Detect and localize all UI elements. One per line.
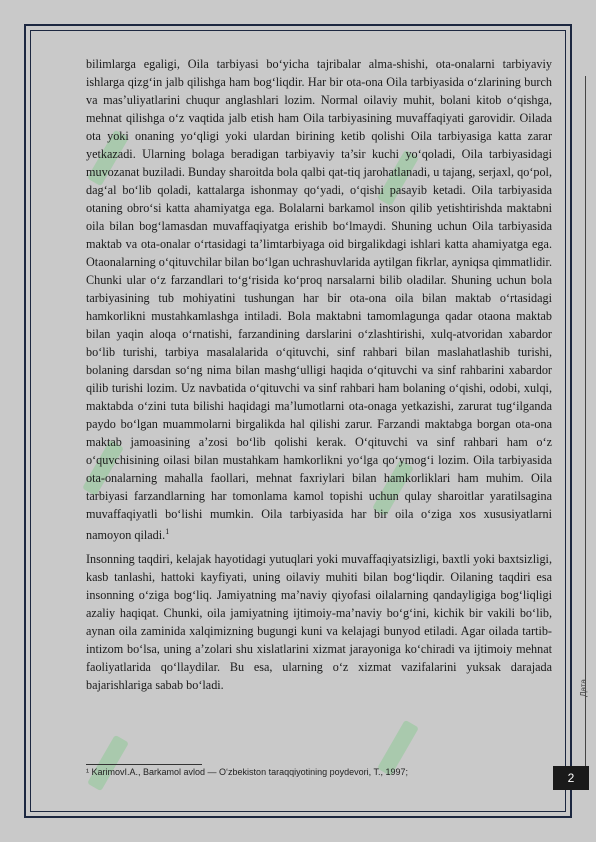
footnote-separator xyxy=(86,764,202,765)
paragraph: bilimlarga egaligi, Oila tarbiyasi bo‘yicha tajribalar alma-shishi, ota-onalarni tarbiyaviy ishlarga qizg‘in jalb qilishga ham bog‘liqdir. Har bir ota-ona Oila tarbiyasida o‘zlarining burch va mas’uliyatlarini chuqur anglashlari lozim. Normal oilaviy muhit, bolani kitob o‘qishga, mehnat qilishga o‘z vaqtida jalb etish ham Oila tarbiyasining muvaffaqiyati garovidir. Oilada ota yoki onaning yo‘qligi yoki ulardan birining ketib qolishi Oila tarbiyasiga katta zarar yetkazadi. Ularning bolaga beradigan tarbiyaviy ta’sir kuchi yo‘qoladi, Oila tarbiyasidagi muvozanat buziladi. Bunday sharoitda bola qalbi qat-tiq jarohatlanadi, u tajang, serjaxl, qo‘pol, dag‘al bo‘lib qoladi, kattalarga ishonmay qo‘yadi, o‘qishi pasayib ketadi. Oila tarbiyasida otaning obro‘si katta ahamiyatga ega. Bolalarni barkamol inson qilib yetishtirishda maktabni oila bilan bog‘lamasdan muvaffaqiyatga erishib bo‘lmaydi. Shuning uchun Oila tarbiyasida maktab va ota-onalar o‘rtasidagi ta’limtarbiyaga oid birgalikdagi ishlari katta ahamiyatga ega. Otaonalarning o‘qituvchilar bilan bo‘lgan uchrashuvlarida aytilgan fikrlar, ayniqsa qimmatlidir. Chunki ular o‘z farzandlari to‘g‘risida ko‘proq narsalarni bilib oladilar. Shuning uchun bola tarbiyasining tub mohiyatini tushungan har bir ota-ona oila bilan maktab o‘rtasidagi hamkorlikni mustahkamlashga intiladi. Bola maktabni tamomlagunga qadar otaona maktab bilan yaqin aloqa o‘rnatishi, farzandining darslarini o‘zlashtirishi, xulq-atvoridan xabardor bo‘lib turishi, tarbiya masalalarida o‘qituvchi, sinf rahbari bilan maslahatlashib turishi, bolaning darsdan so‘ng nima bilan mashg‘ulligi haqida o‘qituvchi va sinf rahbarini xabardor qilib turishi lozim. Uz navbatida o‘qituvchi va sinf rahbari ham bolaning o‘qishi, odobi, xulqi, maktabda o‘zini tuta bilishi haqidagi ma’lumotlarni ota-onaga yetkazishi, zarurat tug‘ilganda paydo bo‘lgan muammolarni birgalikda hal qilishi zarur. Farzandi maktabga borgan ota-ona maktab jamoasining a’zosi bo‘lib qolishi kerak. O‘qituvchi va sinf rahbari ham o‘z o‘quvchisining oilasi bilan mustahkam hamkorlikni yo‘lga qo‘ymog‘i lozim. Oila tarbiyasida ota-onalarning mahalla faollari, mehnat faxriylari bilan hamkorliklari ham muhim. Oila tarbiyasi farzandlarning har tomonlama kamol topishi uchun qulay sharoitlar yaratilsagina muvaffaqiyatli bo‘lishi mumkin. Oila tarbiyasida har bir oila o‘ziga xos xususiyatlarni namoyon qiladi.$^1$ xyxy=(86,57,552,543)
body-text xyxy=(86,55,552,694)
margin-line xyxy=(585,76,586,766)
paragraph: Insonning taqdiri, kelajak hayotidagi yutuqlari yoki muvaffaqiyatsizligi, baxtli yoki baxtsizligi, kasb tanlashi, hattoki kayfiyati, uning oilaviy muhiti bilan bog‘liqdir. Oilaning taqdiri esa insonning o‘ziga bog‘liq. Jamiyatning ma’naviy qiyofasi oilalarning qandayligiga bog‘liqligi azaliy haqiqat. Chunki, oila jamiyatning ijtimoiy-ma’naviy bo‘g‘ini, kichik bir vakili bo‘lib, aynan oila zaminida xalqimizning bugungi kuni va kelajagi bunyod etiladi. Agar oilada tartib-intizom bo‘lsa, uning a’zolari shu xislatlarini xizmat jarayoniga ko‘chiradi va ijtimoiy mehnat faoliyatlarida qo‘llaydilar. Bu esa, ularning o‘z xizmat vazifalarini yuksak darajada bajarishlariga sabab bo‘ladi. xyxy=(86,552,552,693)
page-number: 2 xyxy=(553,766,589,790)
footnote-marker: 1 xyxy=(165,527,170,536)
date-label: Дата xyxy=(579,679,588,697)
footnote: ¹ Karimov‏I.A., Barkamol avlod — O‘zbekiston taraqqiyotining poydevori, T., 1997; xyxy=(86,767,408,777)
